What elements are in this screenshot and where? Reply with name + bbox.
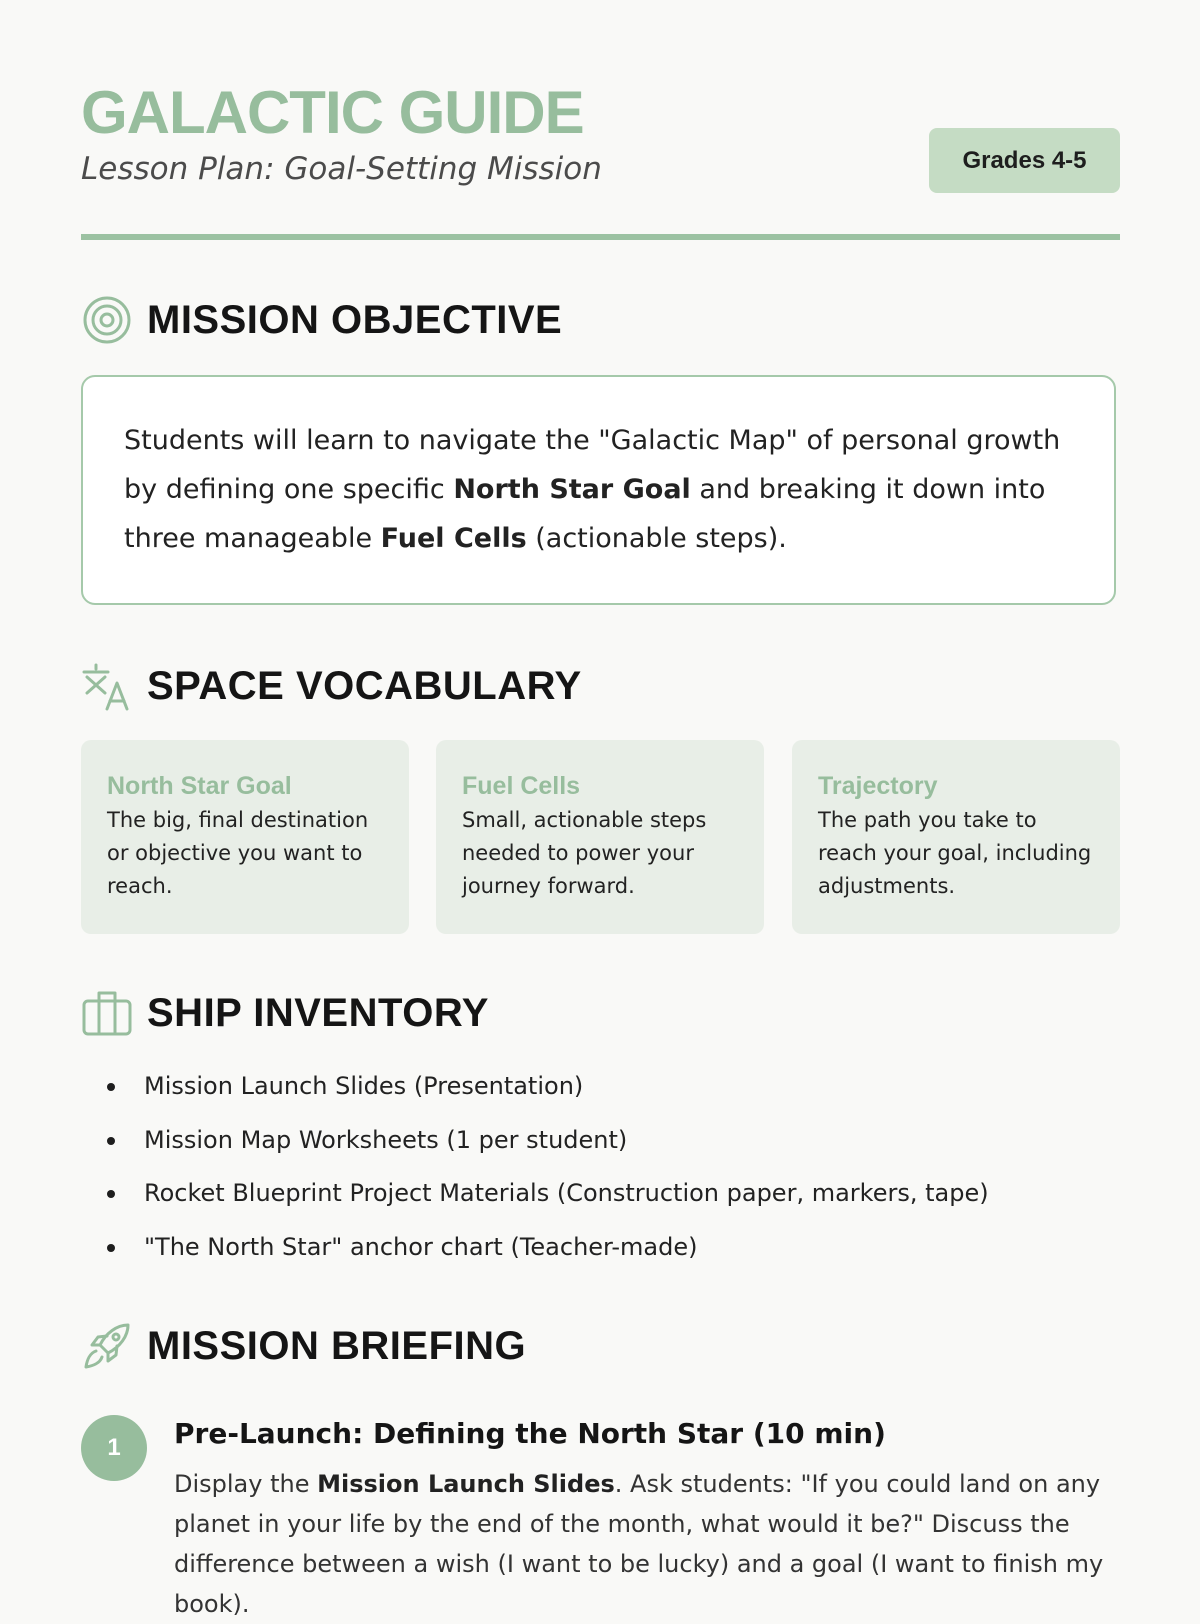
vocab-card	[436, 740, 764, 934]
vocab-definition: The big, final destination or objective you want to reach.	[107, 808, 369, 898]
section-title-inventory: SHIP INVENTORY	[147, 990, 489, 1035]
list-item-text: Mission Map Worksheets (1 per student)	[144, 1125, 628, 1154]
step-material-name: Mission Launch Slides	[317, 1470, 615, 1498]
translate-icon	[81, 660, 133, 712]
vocab-card	[792, 740, 1120, 934]
grade-badge: Grades 4-5	[929, 128, 1120, 193]
section-heading-briefing	[81, 1318, 526, 1374]
lesson-plan-page	[81, 0, 1120, 1618]
list-item-text: "The North Star" anchor chart (Teacher-made)	[144, 1232, 698, 1261]
list-item-text: Mission Launch Slides (Presentation)	[144, 1072, 584, 1100]
objective-term-north-star: North Star Goal	[453, 474, 691, 505]
bullet	[107, 1244, 115, 1252]
vocab-card	[81, 740, 409, 934]
list-item-text: Rocket Blueprint Project Materials (Construction paper, markers, tape)	[144, 1179, 989, 1207]
objective-term-fuel-cells: Fuel Cells	[380, 523, 527, 554]
section-heading-inventory	[81, 985, 489, 1041]
list-item	[81, 1060, 989, 1114]
page-header	[81, 0, 1120, 245]
step-description: Display the Mission Launch Slides. Ask students: "If you could land on any planet in your life by the end of the month, what would it be?" Discuss the difference between a wish (I want to be lucky) and a goal (I want to finish my book).	[174, 1470, 1104, 1618]
list-item	[81, 1114, 989, 1168]
vocab-term: North Star Goal	[107, 772, 292, 800]
list-item	[81, 1167, 989, 1221]
objective-text: Students will learn to navigate the "Galactic Map" of personal growth by defining one specific North Star Goal and breaking it down into three manageable Fuel Cells (actionable steps).	[124, 425, 1061, 554]
bullet	[107, 1190, 115, 1198]
vocab-term: Trajectory	[818, 772, 938, 800]
section-title-vocabulary: SPACE VOCABULARY	[147, 663, 582, 708]
list-item	[81, 1221, 989, 1275]
section-title-briefing: MISSION BRIEFING	[147, 1323, 527, 1368]
section-title-objective: MISSION OBJECTIVE	[147, 297, 563, 342]
vocabulary-cards	[81, 740, 1120, 934]
bullet	[107, 1083, 115, 1091]
section-heading-objective	[81, 292, 562, 348]
page-title: GALACTIC GUIDE	[81, 79, 584, 146]
page-subtitle: Lesson Plan: Goal-Setting Mission	[81, 151, 602, 187]
step-number-badge: 1	[81, 1415, 147, 1481]
bullet	[107, 1137, 115, 1145]
section-heading-vocabulary	[81, 658, 582, 714]
inventory-list	[81, 1060, 989, 1274]
objective-box	[81, 375, 1116, 605]
vocab-definition: The path you take to reach your goal, including adjustments.	[818, 808, 1092, 898]
header-divider	[81, 234, 1120, 240]
vocab-term: Fuel Cells	[462, 772, 581, 800]
step-title: Pre-Launch: Defining the North Star (10 min)	[174, 1417, 886, 1450]
vocab-definition: Small, actionable steps needed to power your journey forward.	[462, 808, 707, 898]
target-icon	[81, 294, 133, 346]
rocket-icon	[81, 1320, 133, 1372]
briefcase-icon	[81, 987, 133, 1039]
